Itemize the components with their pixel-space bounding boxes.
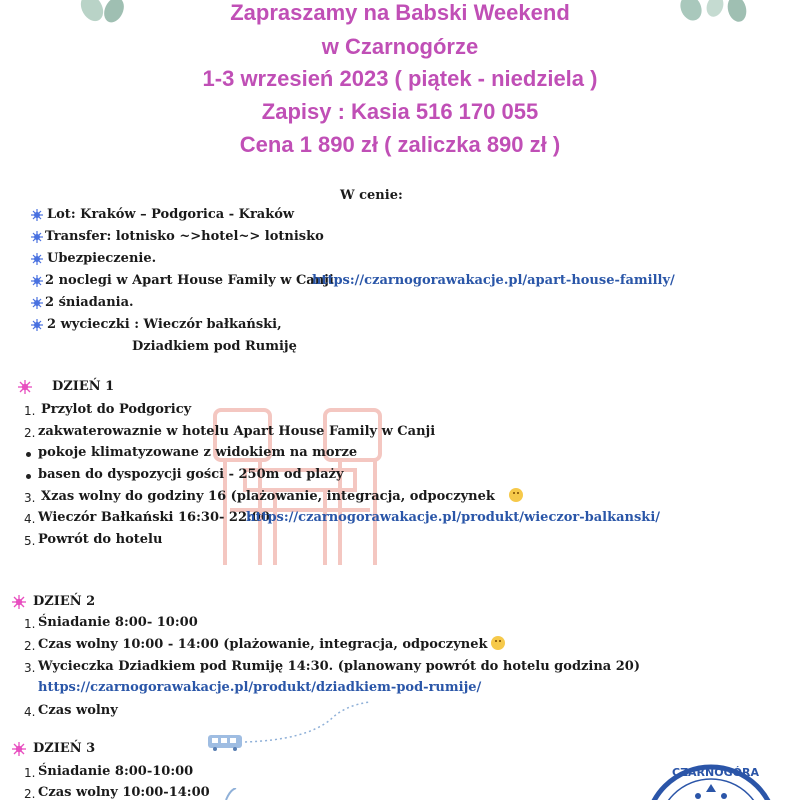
include-item-accommodation: 2 noclegi w Apart House Family w Canji: <box>45 273 339 288</box>
day1-heading: DZIEŃ 1 <box>52 379 115 394</box>
list-number: 2. <box>24 426 36 440</box>
list-number: 3. <box>24 661 36 675</box>
title-dates: 1-3 wrzesień 2023 ( piątek - niedziela ) <box>202 66 598 91</box>
price-includes-heading: W cenie: <box>340 188 403 203</box>
include-item-insurance: Ubezpieczenie. <box>47 251 157 266</box>
include-item-transfer: Transfer: lotnisko ~>hotel~> lotnisko <box>45 229 324 244</box>
blue-star-bullet-icon <box>31 253 43 265</box>
day1-free-time: Xzas wolny do godziny 16 (plażowanie, integracja, odpoczynek <box>41 488 523 506</box>
bullet-dot <box>26 474 31 479</box>
blue-star-bullet-icon <box>31 209 43 221</box>
blue-star-bullet-icon <box>31 275 43 287</box>
apart-house-link[interactable]: https://czarnogorawakacje.pl/apart-house-familly/ <box>312 273 675 288</box>
decorative-stroke-icon <box>222 788 242 800</box>
day2-excursion: Wycieczka Dziadkiem pod Rumiję 14:30. (planowany powrót do hotelu godzina 20) <box>38 659 640 674</box>
list-number: 4. <box>24 705 36 719</box>
pink-sun-bullet-icon <box>12 742 26 756</box>
dziadkiem-link[interactable]: https://czarnogorawakacje.pl/produkt/dziadkiem-pod-rumije/ <box>38 680 482 695</box>
logo-text: CZARNOGÓRA <box>672 766 759 779</box>
blue-star-bullet-icon <box>31 319 43 331</box>
bus-route-icon <box>205 700 375 752</box>
list-number: 4. <box>24 512 36 526</box>
include-item-excursions-continued: Dziadkiem pod Rumiję <box>132 339 297 354</box>
title-line-2: w Czarnogórze <box>321 34 479 59</box>
include-item-excursions: 2 wycieczki : Wieczór bałkański, <box>47 317 282 332</box>
include-item-flight: Lot: Kraków – Podgorica - Kraków <box>47 207 295 222</box>
day1-return: Powrót do hotelu <box>38 532 163 547</box>
pink-sun-bullet-icon <box>18 380 32 394</box>
list-number: 3. <box>24 491 36 505</box>
title-line-1: Zapraszamy na Babski Weekend <box>230 0 570 25</box>
title-signup: Zapisy : Kasia 516 170 055 <box>261 99 539 124</box>
list-number: 1. <box>24 766 36 780</box>
smile-emoji-icon <box>509 488 523 502</box>
day2-heading: DZIEŃ 2 <box>33 594 96 609</box>
day1-pool: basen do dyspozycji gości - 250m od plaży <box>38 467 344 482</box>
blue-star-bullet-icon <box>31 297 43 309</box>
day2-breakfast: Śniadanie 8:00- 10:00 <box>38 615 198 630</box>
list-number: 2. <box>24 787 36 801</box>
day2-free-time-evening: Czas wolny <box>38 703 118 718</box>
day3-breakfast: Śniadanie 8:00-10:00 <box>38 764 194 779</box>
czarnogora-logo <box>636 752 786 800</box>
day3-heading: DZIEŃ 3 <box>33 741 96 756</box>
list-number: 1. <box>24 404 36 418</box>
balkan-evening-link[interactable]: https://czarnogorawakacje.pl/produkt/wieczor-balkanski/ <box>246 510 661 525</box>
day2-free-time: Czas wolny 10:00 - 14:00 (plażowanie, integracja, odpoczynek <box>38 636 505 654</box>
pink-sun-bullet-icon <box>12 595 26 609</box>
smile-emoji-icon <box>491 636 505 650</box>
list-number: 2. <box>24 639 36 653</box>
list-number: 5. <box>24 534 36 548</box>
blue-star-bullet-icon <box>31 231 43 243</box>
day1-checkin: zakwaterowaznie w hotelu Apart House Family w Canji <box>38 424 436 439</box>
include-item-breakfasts: 2 śniadania. <box>45 295 134 310</box>
bullet-dot <box>26 452 31 457</box>
title-price: Cena 1 890 zł ( zaliczka 890 zł ) <box>239 132 561 157</box>
day3-free-time: Czas wolny 10:00-14:00 <box>38 785 210 800</box>
day1-balkan-evening: Wieczór Bałkański 16:30- 22:00 <box>38 510 270 525</box>
day1-arrival: Przylot do Podgoricy <box>41 402 192 417</box>
day1-rooms: pokoje klimatyzowane z widokiem na morze <box>38 445 358 460</box>
list-number: 1. <box>24 617 36 631</box>
